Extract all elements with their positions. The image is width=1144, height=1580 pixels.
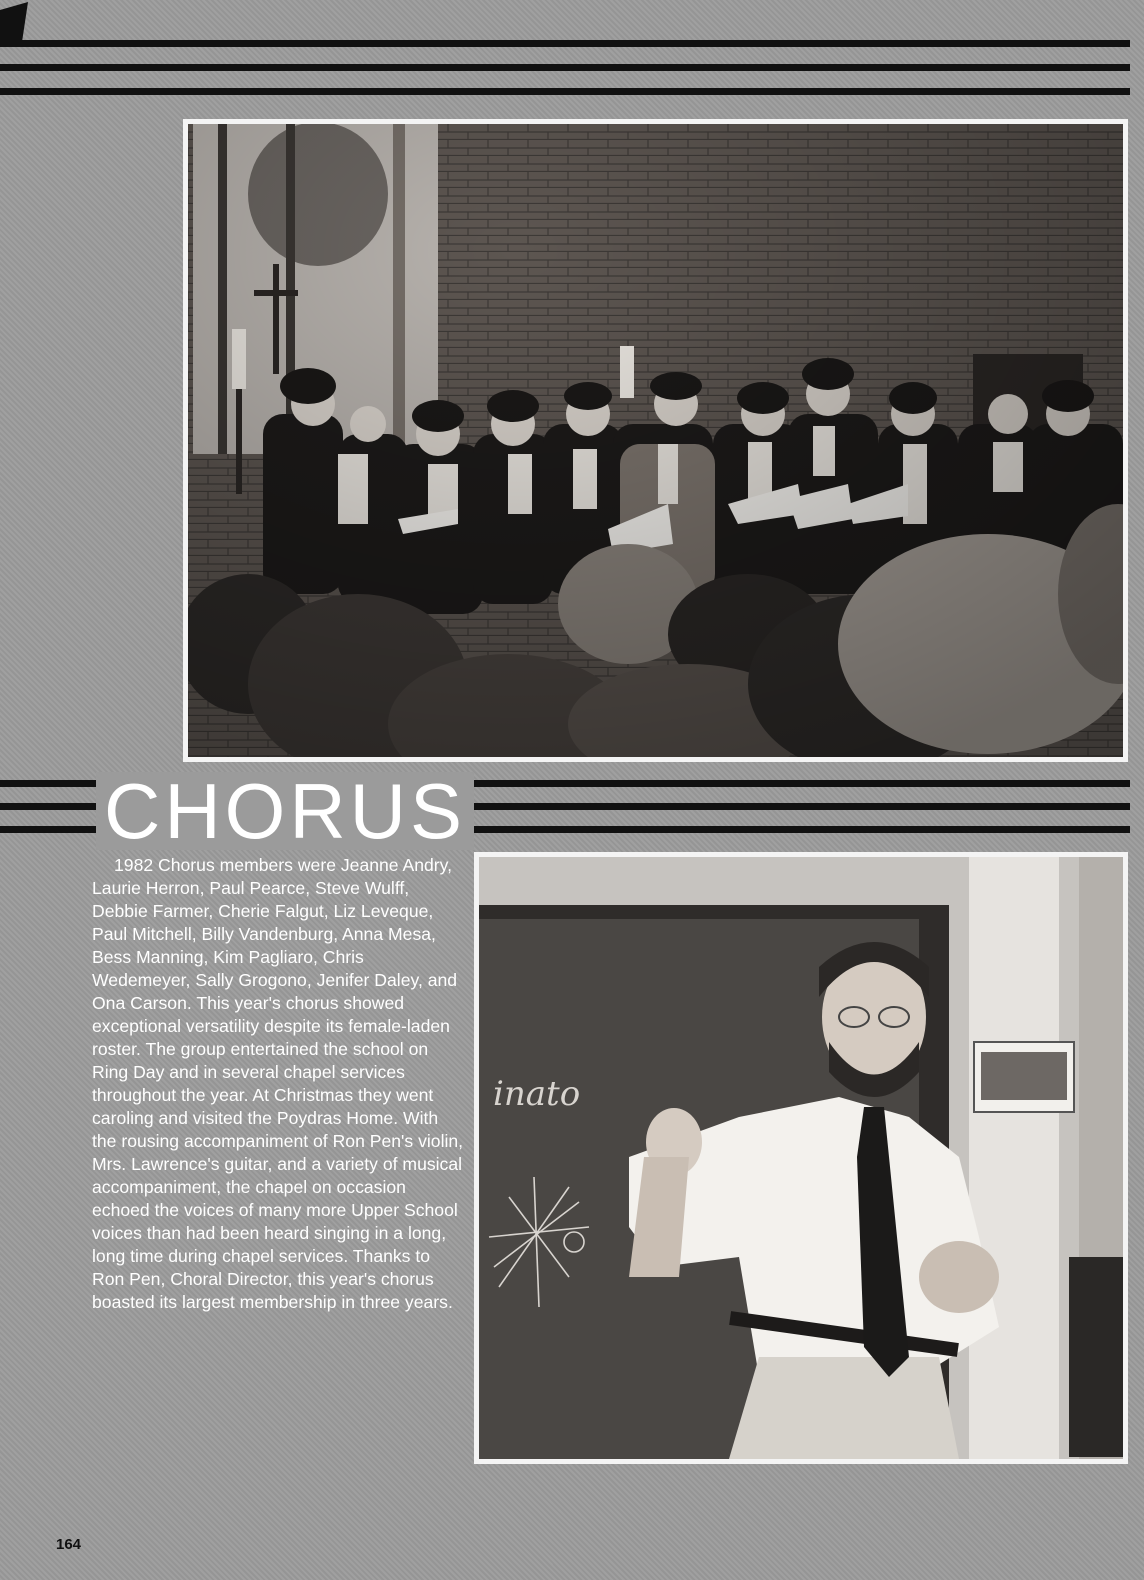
chalkboard-writing: inato xyxy=(493,1074,581,1114)
title-stripe-left-2 xyxy=(0,803,100,810)
title-stripe-left-3 xyxy=(0,826,100,833)
title-stripe-left-1 xyxy=(0,780,100,787)
director-photo-image xyxy=(479,857,1123,1459)
title-stripe-right-1 xyxy=(410,780,1130,787)
corner-mark-icon xyxy=(0,2,40,42)
chorus-photo xyxy=(183,119,1128,762)
title-stripe-right-3 xyxy=(410,826,1130,833)
chorus-photo-image xyxy=(188,124,1123,757)
title-stripe-right-2 xyxy=(410,803,1130,810)
page-number: 164 xyxy=(56,1536,82,1553)
top-stripe-1 xyxy=(0,40,1130,47)
chorus-article-text: 1982 Chorus members were Jeanne Andry, Laurie Herron, Paul Pearce, Steve Wulff, Debbie Farmer, Cherie Falgut, Liz Leveque, Paul Mitchell, Billy Vandenburg, Anna Mesa, Bess Manning, Kim Pagliaro, Chris Wedemeyer, Sally Grogono, Jenifer Daley, and Ona Carson. This year's chorus showed exceptional versatility despite its female-laden roster. The group entertained the school on Ring Day and in several chapel services throughout the year. At Christmas they went caroling and visited the Poydras Home. With the rousing accompaniment of Ron Pen's violin, Mrs. Lawrence's guitar, and a variety of musical accompaniment, the chapel on occasion echoed the voices of many more Upper School voices than had been heard singing in a long, long time during chapel services. Thanks to Ron Pen, Choral Director, this year's chorus boasted its largest membership in three years. xyxy=(92,855,464,1312)
top-stripe-3 xyxy=(0,88,1130,95)
top-stripe-2 xyxy=(0,64,1130,71)
director-photo xyxy=(474,852,1128,1464)
page-title: CHORUS xyxy=(96,772,474,850)
